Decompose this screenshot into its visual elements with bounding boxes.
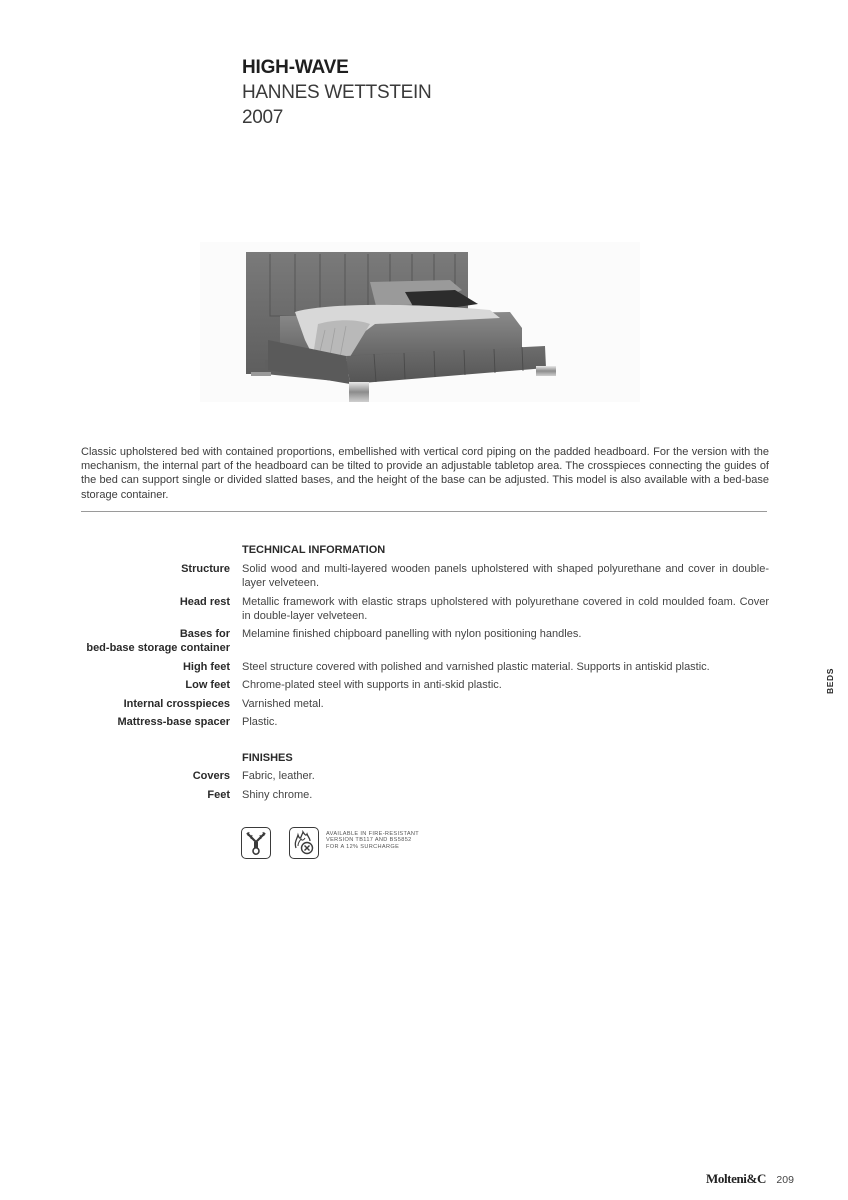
brand-logo: Molteni&C <box>706 1171 766 1186</box>
foot-right <box>536 366 556 376</box>
spec-value: Melamine finished chipboard panelling with nylon positioning handles. <box>242 628 582 640</box>
spec-label-line1: Bases for <box>179 628 230 640</box>
design-year: 2007 <box>242 107 284 128</box>
finish-value: Fabric, leather. <box>242 770 315 782</box>
spec-value: Metallic framework with elastic straps upholstered with polyurethane covered in cold moulded foam. Cover in double-layer velveteen. <box>242 596 769 623</box>
spec-label: Low feet <box>185 679 230 691</box>
spec-label: Internal crosspieces <box>123 698 230 710</box>
product-description: Classic upholstered bed with contained proportions, embellished with vertical cord piping on the padded headboard. For the version with the mechanism, the internal part of the headboard can be tilted to provide an adjustable tabletop area. The crosspieces connecting the guides of the bed can support single or divided slatted bases, and the height of the base can be adjusted. This model is also available with a bed-base storage container. <box>81 446 769 501</box>
spec-value: Varnished metal. <box>242 698 324 710</box>
finishes-title: FINISHES <box>242 752 293 764</box>
fire-resistant-icon <box>289 827 319 859</box>
spec-label: Mattress-base spacer <box>117 716 230 728</box>
spec-label: High feet <box>182 661 230 673</box>
spec-label: Structure <box>181 563 230 575</box>
section-side-tab <box>820 666 840 696</box>
zipper-icon <box>241 827 271 859</box>
spec-label: Head rest <box>179 596 230 608</box>
fire-note-line: FOR A 12% SURCHARGE <box>326 843 400 850</box>
section-divider <box>81 511 767 512</box>
fire-resistant-note <box>326 831 419 850</box>
foot-back <box>251 372 271 376</box>
page-footer <box>706 1170 794 1188</box>
finish-label: Feet <box>207 789 230 801</box>
fire-note-line: VERSION TB117 AND BS5852 <box>326 837 412 844</box>
side-tab-label: BEDS <box>825 667 835 695</box>
product-name: HIGH-WAVE <box>242 57 349 78</box>
foot-front <box>349 382 369 402</box>
spec-label-line2: bed-base storage container <box>86 642 230 655</box>
bed-illustration <box>200 232 640 412</box>
finish-label: Covers <box>192 770 230 782</box>
designer-name: HANNES WETTSTEIN <box>242 82 432 103</box>
spec-value: Chrome-plated steel with supports in anti-skid plastic. <box>242 679 502 691</box>
spec-value: Steel structure covered with polished and varnished plastic material. Supports in antiskid plastic. <box>242 661 710 673</box>
fire-note-line: AVAILABLE IN FIRE-RESISTANT <box>326 831 420 837</box>
spec-value: Plastic. <box>242 716 278 728</box>
finish-value: Shiny chrome. <box>242 789 313 801</box>
technical-information-title: TECHNICAL INFORMATION <box>242 544 386 556</box>
page-number: 209 <box>776 1174 794 1186</box>
spec-value: Solid wood and multi-layered wooden panels upholstered with shaped polyurethane and cover in double-layer velveteen. <box>242 563 769 590</box>
spec-label <box>86 627 230 655</box>
product-header <box>242 56 431 130</box>
product-image <box>200 232 640 412</box>
